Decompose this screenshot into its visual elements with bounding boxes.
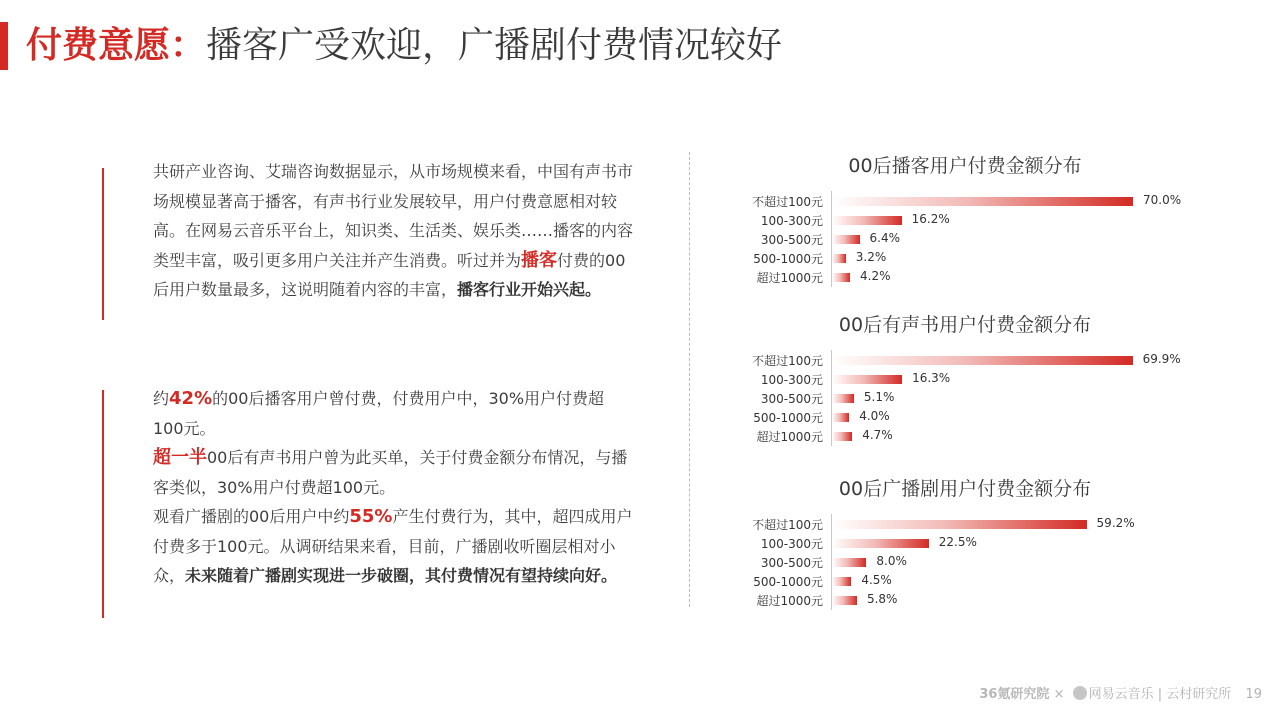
chart-2-category-label: 不超过100元 [752,354,823,368]
chart-2-value-label: 5.1% [863,390,895,404]
chart-1-bar [832,197,1133,206]
chart-1-bar [832,273,850,282]
para2-a-post: 的00后播客用户曾付费，付费用户中，30%用户付费超100元。 [153,389,605,438]
chart-1-category-label: 300-500元 [760,233,823,247]
chart-title-1: 00后播客用户付费金额分布 [848,155,1082,177]
chart-3-value-label: 22.5% [938,535,977,549]
chart-1-category-label: 500-1000元 [753,252,823,266]
chart-2-bar [832,375,902,384]
chart-3-category-label: 不超过100元 [752,518,823,532]
chart-2-value-label: 4.0% [859,409,890,423]
chart-1-bar [832,254,846,263]
title-rest: 播客广受欢迎，广播剧付费情况较好 [206,25,783,66]
chart-2-value-label: 16.3% [912,371,951,385]
chart-title-2: 00后有声书用户付费金额分布 [838,314,1092,336]
para2-c-red: 55% [349,506,393,527]
para2-b-red: 超一半 [153,447,207,468]
para2-line-a [153,384,633,443]
chart-2-bar [832,432,852,441]
chart-3-bar [832,539,929,548]
chart-3-category-label: 100-300元 [760,537,823,551]
title-accent-bar [0,22,8,70]
chart-3-value-label: 5.8% [866,592,898,606]
chart-title-3: 00后广播剧用户付费金额分布 [838,478,1092,500]
title-highlight: 付费意愿： [26,25,207,66]
footer-separator: × [1053,687,1065,702]
para2-c-bold: 未来随着广播剧实现进一步破圈，其付费情况有望持续向好。 [185,566,618,585]
chart-3-bar [832,577,851,586]
footer-brand-36kr: 36氪研究院 [979,687,1050,702]
page-title [26,20,782,72]
para2-a-pre: 约 [153,389,170,408]
chart-3-value-label: 59.2% [1096,516,1135,530]
chart-1-bar [832,235,860,244]
chart-2-bar [832,413,849,422]
paragraph-stats [153,384,633,591]
chart-1-category-label: 100-300元 [760,214,823,228]
chart-2-bar [832,356,1133,365]
footer-brand-netease: 网易云音乐 [1088,687,1154,702]
chart-2-category-label: 500-1000元 [753,411,823,425]
chart-2-value-label: 4.7% [862,428,893,442]
footer-pipe: | [1157,687,1163,702]
para1-text1: 共研产业咨询、艾瑞咨询数据显示，从市场规模来看，中国有声书市场规模显著高于播客，有声书行业发展较早，用户付费意愿相对较高。在网易云音乐平台上，知识类、生活类、娱乐类……播客的内容类型丰富，吸引更多用户关注并产生消费。听过并为 [153,162,634,270]
chart-1-category-label: 超过1000元 [756,271,823,285]
para1-accent-line [102,168,104,320]
chart-1-value-label: 70.0% [1143,193,1182,207]
chart-3-value-label: 4.5% [861,573,892,587]
para2-a-red: 42% [169,388,213,409]
para2-accent-line [102,390,104,618]
chart-3-bar [832,596,857,605]
chart-2-value-label: 69.9% [1142,352,1181,366]
chart-1-value-label: 3.2% [855,250,887,264]
chart-2-category-label: 300-500元 [760,392,823,406]
chart-3-category-label: 超过1000元 [756,594,823,608]
chart-1-category-label: 不超过100元 [752,195,823,209]
center-divider [689,152,690,607]
para1-red: 播客 [521,249,558,271]
chart-2-bar [832,394,854,403]
para1-text2: 付费的00后用户数量最多，这说明随着内容的丰富， [153,250,626,299]
footer-brand-cloud-village: 云村研究所 [1166,687,1232,702]
chart-3-bar [832,520,1087,529]
chart-1-value-label: 6.4% [869,231,901,245]
chart-3-value-label: 8.0% [876,554,907,568]
chart-3-bar [832,558,866,567]
page-number: 19 [1245,687,1262,702]
footer [979,683,1262,702]
chart-1-bar [832,216,902,225]
chart-1-value-label: 4.2% [860,269,891,283]
para2-c-post: 产生付费行为，其中，超四成用户付费多于100元。从调研结果来看，目前，广播剧收听圈层相对小众， [153,507,633,585]
para2-line-b [153,443,633,502]
netease-music-icon [1073,686,1087,700]
chart-3-category-label: 500-1000元 [753,575,823,589]
chart-1-value-label: 16.2% [911,212,950,226]
chart-2-category-label: 100-300元 [760,373,823,387]
para1-bold: 播客行业开始兴起。 [457,280,602,299]
chart-3-category-label: 300-500元 [760,556,823,570]
para2-c-pre: 观看广播剧的00后用户中约 [153,507,350,526]
paragraph-podcast [153,157,633,305]
chart-2-category-label: 超过1000元 [756,430,823,444]
para2-b-post: 00后有声书用户曾为此买单，关于付费金额分布情况，与播客类似，30%用户付费超100元。 [153,448,628,497]
para2-line-c [153,502,633,591]
